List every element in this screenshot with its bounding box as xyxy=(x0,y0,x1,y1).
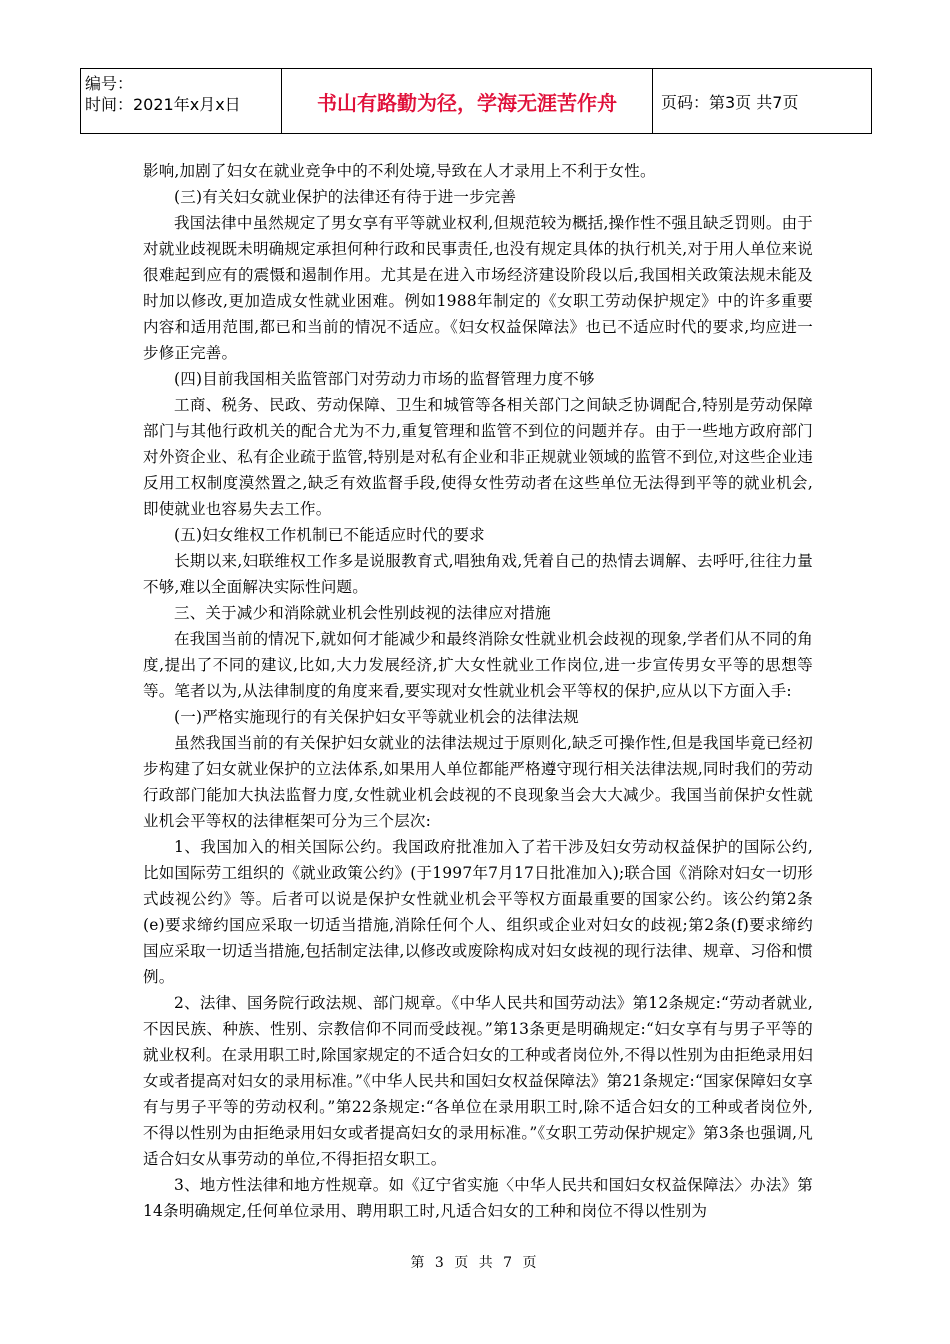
body-paragraph: 2、法律、国务院行政法规、部门规章。《中华人民共和国劳动法》第12条规定:“劳动者就业,不因民族、种族、性别、宗教信仰不同而受歧视。”第13条更是明确规定:“妇女享有与男子平等的就业权利。在录用职工时,除国家规定的不适合妇女的工种或者岗位外,不得以性别为由拒绝录用妇女或者提高对妇女的录用标准。”《中华人民共和国妇女权益保障法》第21条规定:“国家保障妇女享有与男子平等的劳动权利。”第22条规定:“各单位在录用职工时,除不适合妇女的工种或者岗位外,不得以性别为由拒绝录用妇女或者提高妇女的录用标准。”《女职工劳动保护规定》第3条也强调,凡适合妇女从事劳动的单位,不得拒招女职工。 xyxy=(143,994,813,1168)
body-paragraph: 长期以来,妇联维权工作多是说服教育式,唱独角戏,凭着自己的热情去调解、去呼吁,往往力量不够,难以全面解决实际性问题。 xyxy=(143,552,813,596)
document-number-label: 编号： xyxy=(85,74,134,93)
header-page-label: 页码：第3页 共7页 xyxy=(661,92,799,112)
page-header xyxy=(80,68,872,134)
header-meta-cell xyxy=(81,69,282,133)
section-heading: (五)妇女维权工作机制已不能适应时代的要求 xyxy=(174,526,485,544)
document-body xyxy=(143,158,813,1224)
document-time-label: 时间：2021年x月x日 xyxy=(85,95,241,114)
body-paragraph: 影响,加剧了妇女在就业竞争中的不利处境,导致在人才录用上不利于女性。 xyxy=(143,162,656,180)
body-paragraph: 我国法律中虽然规定了男女享有平等就业权利,但规范较为概括,操作性不强且缺乏罚则。由于对就业歧视既未明确规定承担何种行政和民事责任,也没有规定具体的执行机关,对于用人单位来说很难起到应有的震慑和遏制作用。尤其是在进入市场经济建设阶段以后,我国相关政策法规未能及时加以修改,更加造成女性就业困难。例如1988年制定的《女职工劳动保护规定》中的许多重要内容和适用范围,都已和当前的情况不适应。《妇女权益保障法》也已不适应时代的要求,均应进一步修正完善。 xyxy=(143,214,813,362)
header-motto: 书山有路勤为径，学海无涯苦作舟 xyxy=(282,69,653,133)
section-heading: (一)严格实施现行的有关保护妇女平等就业机会的法律法规 xyxy=(174,708,579,726)
body-paragraph: 在我国当前的情况下,就如何才能减少和最终消除女性就业机会歧视的现象,学者们从不同的角度,提出了不同的建议,比如,大力发展经济,扩大女性就业工作岗位,进一步宣传男女平等的思想等等。笔者以为,从法律制度的角度来看,要实现对女性就业机会平等权的保护,应从以下方面入手: xyxy=(143,630,813,700)
section-heading: (四)目前我国相关监管部门对劳动力市场的监督管理力度不够 xyxy=(174,370,595,388)
page-footer: 第 3 页 共 7 页 xyxy=(410,1255,540,1271)
section-heading: 三、关于减少和消除就业机会性别歧视的法律应对措施 xyxy=(174,604,551,622)
body-paragraph: 虽然我国当前的有关保护妇女就业的法律法规过于原则化,缺乏可操作性,但是我国毕竟已经初步构建了妇女就业保护的立法体系,如果用人单位都能严格遵守现行相关法律法规,同时我们的劳动行政部门能加大执法监督力度,女性就业机会歧视的不良现象当会大大减少。我国当前保护女性就业机会平等权的法律框架可分为三个层次: xyxy=(143,734,813,830)
body-paragraph: 1、我国加入的相关国际公约。我国政府批准加入了若干涉及妇女劳动权益保护的国际公约,比如国际劳工组织的《就业政策公约》(于1997年7月17日批准加入);联合国《消除对妇女一切形式歧视公约》等。后者可以说是保护女性就业机会平等权方面最重要的国家公约。该公约第2条(e)要求缔约国应采取一切适当措施,消除任何个人、组织或企业对妇女的歧视;第2条(f)要求缔约国应采取一切适当措施,包括制定法律,以修改或废除构成对妇女歧视的现行法律、规章、习俗和惯例。 xyxy=(143,838,813,986)
body-paragraph: 工商、税务、民政、劳动保障、卫生和城管等各相关部门之间缺乏协调配合,特别是劳动保障部门与其他行政机关的配合尤为不力,重复管理和监管不到位的问题并存。由于一些地方政府部门对外资企业、私有企业疏于监管,特别是对私有企业和非正规就业领域的监管不到位,对这些企业违反用工权制度漠然置之,缺乏有效监督手段,使得女性劳动者在这些单位无法得到平等的就业机会,即使就业也容易失去工作。 xyxy=(143,396,813,518)
body-paragraph: 3、地方性法律和地方性规章。如《辽宁省实施〈中华人民共和国妇女权益保障法〉办法》第14条明确规定,任何单位录用、聘用职工时,凡适合妇女的工种和岗位不得以性别为 xyxy=(143,1176,813,1220)
section-heading: (三)有关妇女就业保护的法律还有待于进一步完善 xyxy=(174,188,517,206)
